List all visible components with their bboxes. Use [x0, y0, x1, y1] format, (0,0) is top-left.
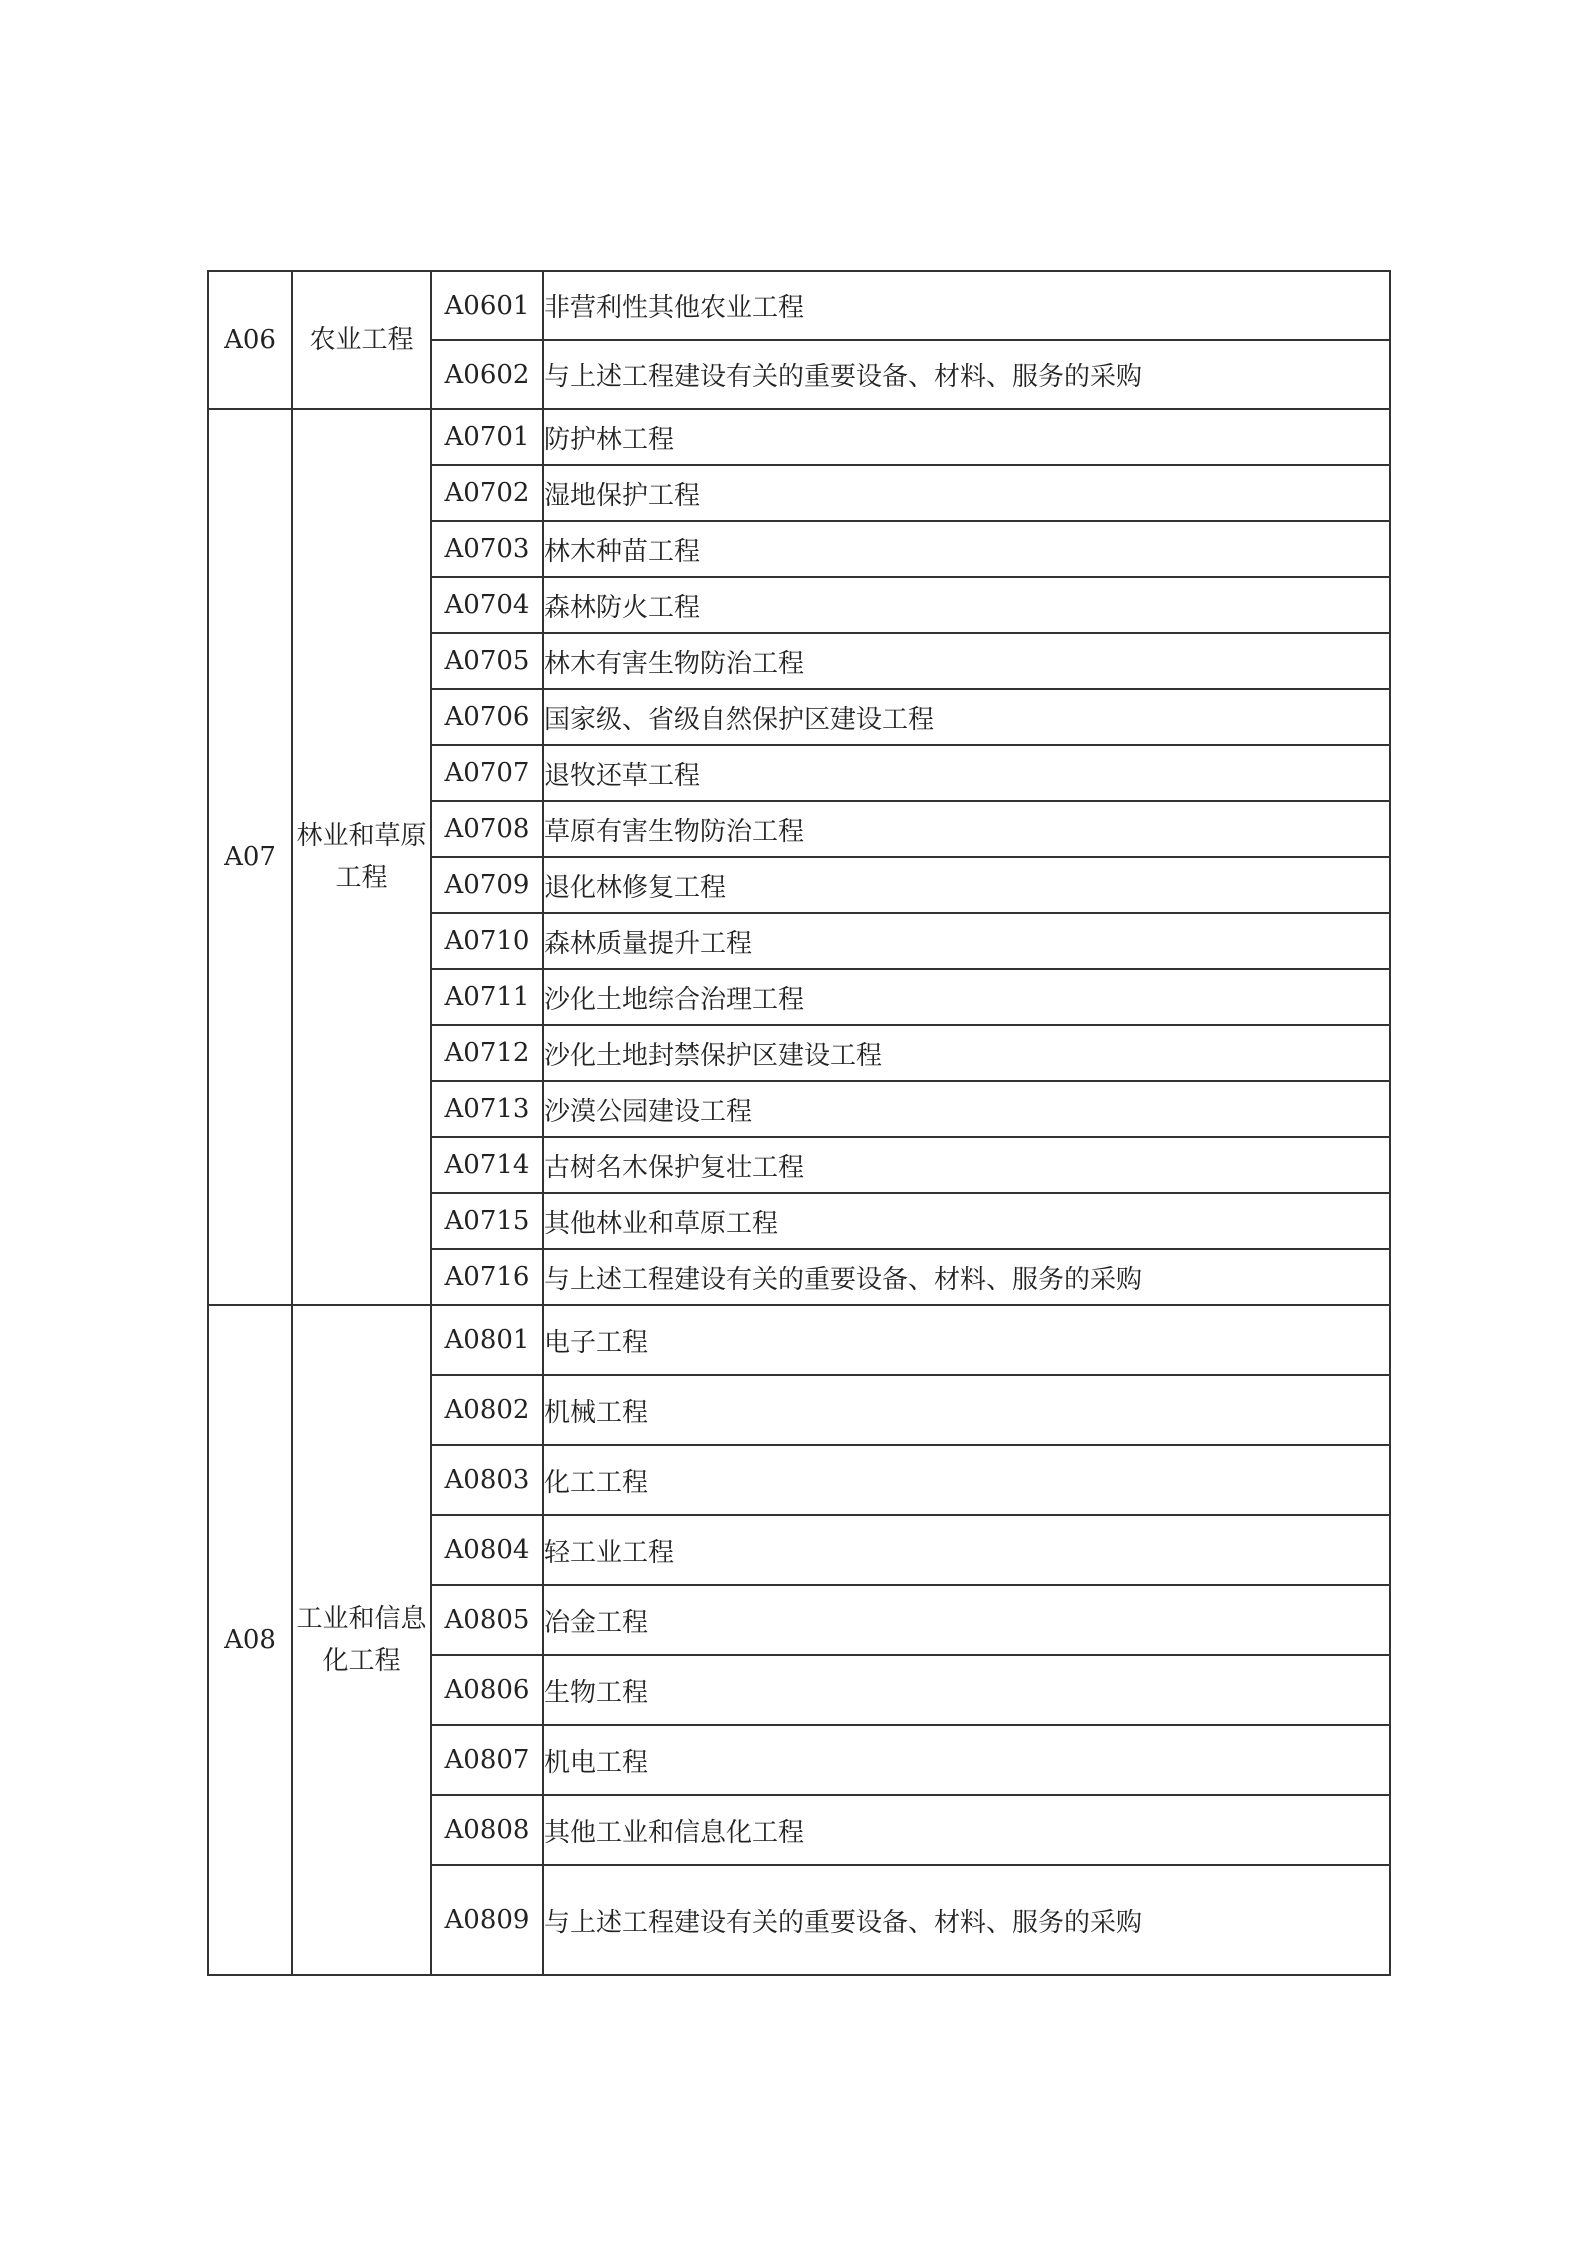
group-name: 工业和信息化工程	[292, 1305, 431, 1975]
item-code: A0802	[431, 1375, 543, 1445]
table-row	[208, 271, 1390, 340]
group-code: A08	[208, 1305, 292, 1975]
item-code: A0706	[431, 689, 543, 745]
item-code: A0804	[431, 1515, 543, 1585]
item-name: 湿地保护工程	[543, 465, 1390, 521]
item-name: 机电工程	[543, 1725, 1390, 1795]
item-code: A0714	[431, 1137, 543, 1193]
item-name: 退化林修复工程	[543, 857, 1390, 913]
item-name: 电子工程	[543, 1305, 1390, 1375]
item-code: A0803	[431, 1445, 543, 1515]
item-name: 国家级、省级自然保护区建设工程	[543, 689, 1390, 745]
item-name: 森林质量提升工程	[543, 913, 1390, 969]
item-code: A0809	[431, 1865, 543, 1975]
item-name: 古树名木保护复壮工程	[543, 1137, 1390, 1193]
item-name: 非营利性其他农业工程	[543, 271, 1390, 340]
item-code: A0707	[431, 745, 543, 801]
item-name: 林木有害生物防治工程	[543, 633, 1390, 689]
group-code: A06	[208, 271, 292, 409]
item-code: A0602	[431, 340, 543, 409]
item-name: 沙化土地综合治理工程	[543, 969, 1390, 1025]
item-code: A0806	[431, 1655, 543, 1725]
item-name: 与上述工程建设有关的重要设备、材料、服务的采购	[543, 1249, 1390, 1305]
item-name: 与上述工程建设有关的重要设备、材料、服务的采购	[543, 1865, 1390, 1975]
item-name: 其他林业和草原工程	[543, 1193, 1390, 1249]
item-code: A0703	[431, 521, 543, 577]
item-code: A0716	[431, 1249, 543, 1305]
item-code: A0708	[431, 801, 543, 857]
item-name: 机械工程	[543, 1375, 1390, 1445]
item-name: 其他工业和信息化工程	[543, 1795, 1390, 1865]
item-code: A0705	[431, 633, 543, 689]
item-code: A0808	[431, 1795, 543, 1865]
group-name: 农业工程	[292, 271, 431, 409]
item-code: A0711	[431, 969, 543, 1025]
group-name: 林业和草原工程	[292, 409, 431, 1305]
item-name: 冶金工程	[543, 1585, 1390, 1655]
item-name: 森林防火工程	[543, 577, 1390, 633]
item-code: A0712	[431, 1025, 543, 1081]
item-name: 草原有害生物防治工程	[543, 801, 1390, 857]
item-name: 生物工程	[543, 1655, 1390, 1725]
item-code: A0807	[431, 1725, 543, 1795]
item-code: A0704	[431, 577, 543, 633]
item-name: 林木种苗工程	[543, 521, 1390, 577]
table-row	[208, 409, 1390, 465]
item-name: 沙漠公园建设工程	[543, 1081, 1390, 1137]
catalog-table	[207, 270, 1391, 1976]
item-name: 沙化土地封禁保护区建设工程	[543, 1025, 1390, 1081]
item-code: A0710	[431, 913, 543, 969]
item-name: 与上述工程建设有关的重要设备、材料、服务的采购	[543, 340, 1390, 409]
item-name: 退牧还草工程	[543, 745, 1390, 801]
item-code: A0702	[431, 465, 543, 521]
item-code: A0701	[431, 409, 543, 465]
item-name: 化工工程	[543, 1445, 1390, 1515]
group-code: A07	[208, 409, 292, 1305]
item-code: A0601	[431, 271, 543, 340]
item-code: A0715	[431, 1193, 543, 1249]
item-code: A0713	[431, 1081, 543, 1137]
item-code: A0801	[431, 1305, 543, 1375]
item-name: 轻工业工程	[543, 1515, 1390, 1585]
table-row	[208, 1305, 1390, 1375]
item-code: A0805	[431, 1585, 543, 1655]
item-name: 防护林工程	[543, 409, 1390, 465]
item-code: A0709	[431, 857, 543, 913]
